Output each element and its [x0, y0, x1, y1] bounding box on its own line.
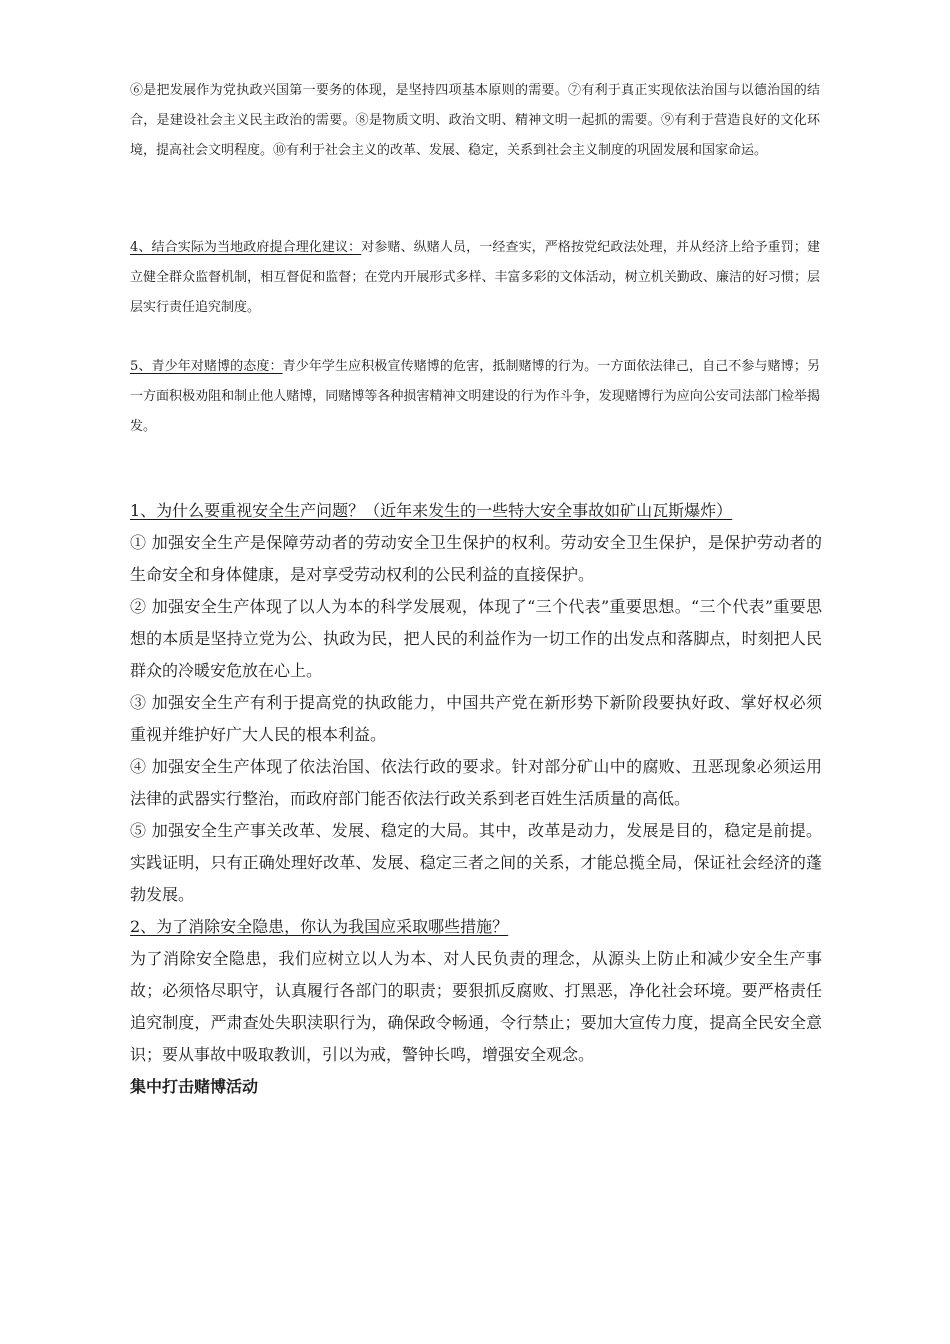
list-item-3: ③ 加强安全生产有利于提高党的执政能力，中国共产党在新形势下新阶段要执好政、掌好权必须重视并维护好广大人民的根本利益。 — [130, 693, 822, 744]
paragraph-q5 — [130, 352, 820, 442]
q5-heading: 5、青少年对赌博的态度： — [130, 359, 283, 374]
list-item-4: ④ 加强安全生产体现了依法治国、依法行政的要求。针对部分矿山中的腐败、丑恶现象必须运用法律的武器实行整治，而政府部门能否依法行政关系到老百姓生活质量的高低。 — [130, 757, 822, 808]
q2-heading: 2、为了消除安全隐患，你认为我国应采取哪些措施？ — [130, 917, 509, 936]
section-heading-gambling: 集中打击赌博活动 — [130, 1077, 259, 1096]
q1-heading: 1、为什么要重视安全生产问题？（近年来发生的一些特大安全事故如矿山瓦斯爆炸） — [130, 501, 733, 520]
list-item-2: ② 加强安全生产体现了以人为本的科学发展观，体现了“三个代表”重要思想。“三个代表”重要思想的本质是坚持立党为公、执政为民，把人民的利益作为一切工作的出发点和落脚点，时刻把人民群众的冷暖安危放在心上。 — [130, 597, 822, 680]
paragraph-q4 — [130, 233, 820, 323]
q4-body: 对参赌、纵赌人员，一经查实，严格按党纪政法处理，并从经济上给予重罚；建立健全群众监督机制，相互督促和监督；在党内开展形式多样、丰富多彩的文体活动，树立机关勤政、廉洁的好习惯；层层实行责任追究制度。 — [130, 240, 820, 315]
paragraph-points-6-10: ⑥是把发展作为党执政兴国第一要务的体现，是坚持四项基本原则的需要。⑦有利于真正实现依法治国与以德治国的结合，是建设社会主义民主政治的需要。⑧是物质文明、政治文明、精神文明一起抓的需要。⑨有利于营造良好的文化环境，提高社会文明程度。⑩有利于社会主义的改革、发展、稳定，关系到社会主义制度的巩固发展和国家命运。 — [130, 83, 820, 158]
safety-section — [130, 495, 822, 1103]
list-item-5: ⑤ 加强安全生产事关改革、发展、稳定的大局。其中，改革是动力，发展是目的，稳定是前提。实践证明，只有正确处理好改革、发展、稳定三者之间的关系，才能总揽全局，保证社会经济的蓬勃发展。 — [130, 821, 822, 904]
q5-body: 青少年学生应积极宣传赌博的危害，抵制赌博的行为。一方面依法律己，自己不参与赌博；另一方面积极劝阻和制止他人赌博，同赌博等各种损害精神文明建设的行为作斗争，发现赌博行为应向公安司法部门检举揭发。 — [130, 359, 820, 434]
q4-heading: 4、结合实际为当地政府提合理化建议： — [130, 240, 362, 255]
q2-body: 为了消除安全隐患，我们应树立以人为本、对人民负责的理念，从源头上防止和减少安全生产事故；必须恪尽职守，认真履行各部门的职责；要狠抓反腐败、打黑恶，净化社会环境。要严格责任追究制度，严肃查处失职渎职行为，确保政令畅通，令行禁止；要加大宣传力度，提高全民安全意识；要从事故中吸取教训，引以为戒，警钟长鸣，增强安全观念。 — [130, 949, 822, 1064]
list-item-1: ① 加强安全生产是保障劳动者的劳动安全卫生保护的权利。劳动安全卫生保护，是保护劳动者的生命安全和身体健康，是对享受劳动权利的公民利益的直接保护。 — [130, 533, 822, 584]
